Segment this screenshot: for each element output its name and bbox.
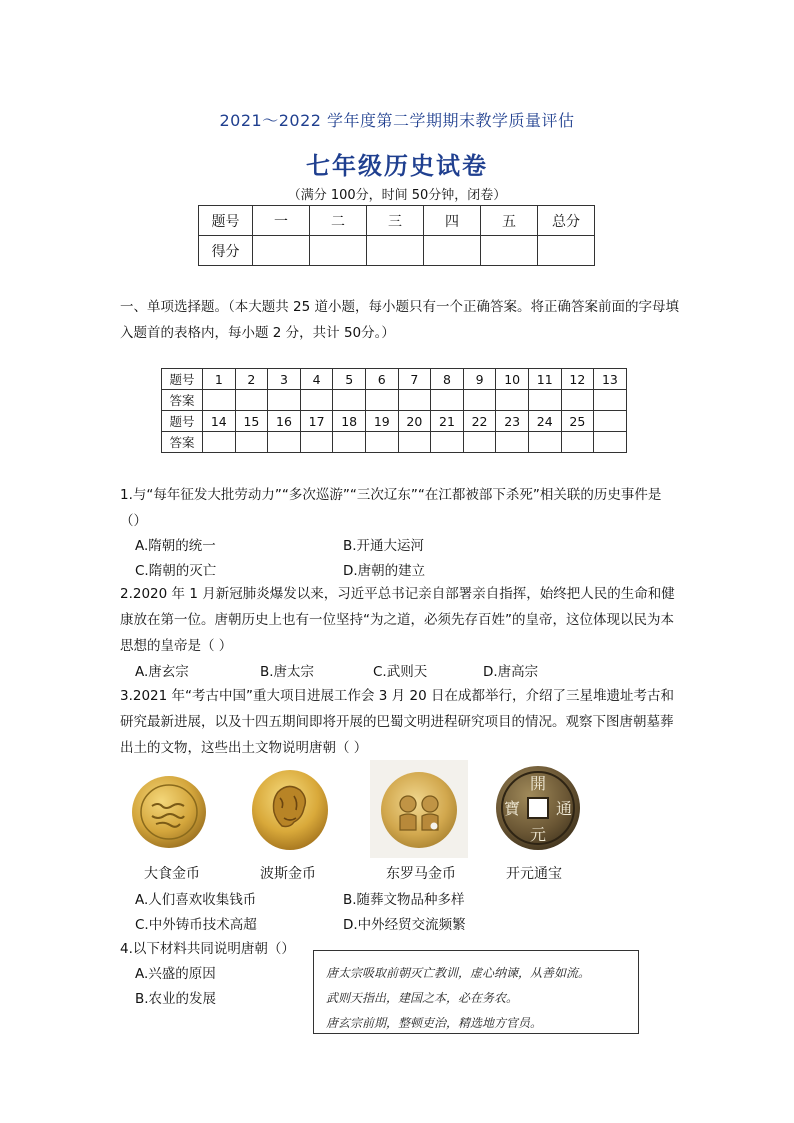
kaiyuan-tongbao-coin-image: [494, 764, 582, 852]
byzantine-gold-coin-image: [370, 760, 468, 858]
dashi-gold-coin-image: [130, 772, 208, 850]
answer-cell[interactable]: [528, 390, 561, 411]
answer-table-number-row: [162, 411, 627, 432]
question-number-cell: 11: [528, 369, 561, 390]
score-cell[interactable]: [481, 236, 538, 266]
answer-cell[interactable]: [235, 390, 268, 411]
score-cell[interactable]: [367, 236, 424, 266]
answer-table-answer-row: [162, 432, 627, 453]
coin-char-left: 寶: [503, 799, 521, 818]
answer-cell[interactable]: [561, 432, 594, 453]
score-table: [198, 205, 595, 266]
answer-cell[interactable]: [203, 390, 236, 411]
question-1-option-d[interactable]: D.唐朝的建立: [343, 563, 426, 579]
answer-cell[interactable]: [431, 390, 464, 411]
answer-cell[interactable]: [431, 432, 464, 453]
question-number-cell: 20: [398, 411, 431, 432]
material-quote-line: 唐玄宗前期，整顿吏治，精选地方官员。: [326, 1016, 543, 1030]
answer-table-answer-row: [162, 390, 627, 411]
section-intro: 一、单项选择题。（本大题共 25 道小题，每小题只有一个正确答案。将正确答案前面的字母填入题首的表格内，每小题 2 分，共计 50分。）: [120, 299, 680, 341]
answer-cell[interactable]: [561, 390, 594, 411]
question-number-cell: 8: [431, 369, 464, 390]
score-header-cell: 四: [424, 206, 481, 236]
question-number-cell: 24: [528, 411, 561, 432]
answer-cell[interactable]: [594, 390, 627, 411]
score-table-header-row: [199, 206, 595, 236]
question-number-cell: 21: [431, 411, 464, 432]
question-number-cell: 9: [463, 369, 496, 390]
coin-char-bottom: 元: [529, 825, 547, 844]
question-number-cell: 12: [561, 369, 594, 390]
question-number-cell: 17: [300, 411, 333, 432]
answer-row-label: 答案: [162, 432, 203, 453]
score-cell[interactable]: [253, 236, 310, 266]
question-2-stem: 2.2020 年 1 月新冠肺炎爆发以来，习近平总书记亲自部署亲自指挥，始终把人民的生命和健康放在第一位。唐朝历史上也有一位坚持“为之道，必须先存百姓”的皇帝，这位体现以民为本思想的皇帝是（ ）: [120, 586, 675, 654]
answer-cell[interactable]: [528, 432, 561, 453]
question-number-cell: 10: [496, 369, 529, 390]
score-row-label: 得分: [199, 236, 253, 266]
coin-label-dashi: 大食金币: [144, 866, 200, 882]
question-4-stem: 4.以下材料共同说明唐朝（）: [120, 941, 295, 957]
question-1-option-c[interactable]: C.隋朝的灭亡: [135, 563, 217, 579]
persian-gold-coin-image: [250, 768, 330, 852]
question-number-cell: 1: [203, 369, 236, 390]
coin-char-top: 開: [529, 774, 547, 793]
material-quote-line: 武则天指出，建国之本，必在务农。: [326, 991, 519, 1005]
question-2-option-d[interactable]: D.唐高宗: [483, 664, 539, 680]
answer-cell[interactable]: [496, 390, 529, 411]
answer-cell[interactable]: [300, 390, 333, 411]
score-header-cell: 三: [367, 206, 424, 236]
question-number-cell: 7: [398, 369, 431, 390]
material-quote-line: 唐太宗吸取前朝灭亡教训，虚心纳谏，从善如流。: [326, 966, 591, 980]
page-title: 七年级历史试卷: [306, 152, 488, 180]
answer-cell[interactable]: [463, 432, 496, 453]
question-3-stem: 3.2021 年“考古中国”重大项目进展工作会 3 月 20 日在成都举行，介绍了三星堆遗址考古和研究最新进展，以及十四五期间即将开展的巴蜀文明进程研究项目的情况。观察下图唐朝墓葬出土的文物，这些出土文物说明唐朝（ ）: [120, 688, 674, 756]
question-3-option-c[interactable]: C.中外铸币技术高超: [135, 917, 257, 933]
question-1-stem: 1.与“每年征发大批劳动力”“多次巡游”“三次辽东”“在江都被部下杀死”相关联的历史事件是（）: [120, 487, 662, 529]
material-quote-box: [313, 950, 639, 1034]
answer-cell[interactable]: [365, 432, 398, 453]
question-number-cell: 15: [235, 411, 268, 432]
score-cell[interactable]: [310, 236, 367, 266]
question-number-cell: 25: [561, 411, 594, 432]
answer-cell[interactable]: [463, 390, 496, 411]
question-4-option-b[interactable]: B.农业的发展: [135, 991, 217, 1007]
question-number-cell: 18: [333, 411, 366, 432]
answer-cell[interactable]: [333, 432, 366, 453]
question-1-option-a[interactable]: A.隋朝的统一: [135, 538, 216, 554]
coin-char-right: 通: [555, 799, 573, 818]
answer-table-number-row: [162, 369, 627, 390]
question-number-label: 题号: [162, 411, 203, 432]
score-table-score-row: [199, 236, 595, 266]
question-number-cell: 19: [365, 411, 398, 432]
question-4-option-a[interactable]: A.兴盛的原因: [135, 966, 216, 982]
score-cell[interactable]: [538, 236, 595, 266]
answer-cell[interactable]: [300, 432, 333, 453]
coin-label-kaiyuan: 开元通宝: [506, 866, 562, 882]
question-number-cell: 16: [268, 411, 301, 432]
score-header-cell: 二: [310, 206, 367, 236]
question-number-cell: 2: [235, 369, 268, 390]
exam-period: 2021～2022 学年度第二学期期末教学质量评估: [219, 111, 575, 130]
question-2-option-a[interactable]: A.唐玄宗: [135, 664, 189, 680]
coin-label-persia: 波斯金币: [260, 866, 316, 882]
score-header-cell: 五: [481, 206, 538, 236]
question-3-option-a[interactable]: A.人们喜欢收集钱币: [135, 892, 257, 908]
score-header-cell: 一: [253, 206, 310, 236]
question-number-cell: 14: [203, 411, 236, 432]
score-header-cell: 题号: [199, 206, 253, 236]
coin-label-byzantine: 东罗马金币: [386, 866, 456, 882]
question-number-cell: 13: [594, 369, 627, 390]
question-number-cell: [594, 411, 627, 432]
answer-cell[interactable]: [594, 432, 627, 453]
answer-cell[interactable]: [496, 432, 529, 453]
question-number-cell: 4: [300, 369, 333, 390]
answer-cell[interactable]: [398, 432, 431, 453]
question-number-cell: 3: [268, 369, 301, 390]
answer-table: [161, 368, 627, 453]
question-2-option-c[interactable]: C.武则天: [373, 664, 428, 680]
question-3-option-b[interactable]: B.随葬文物品种多样: [343, 892, 465, 908]
question-number-cell: 22: [463, 411, 496, 432]
score-cell[interactable]: [424, 236, 481, 266]
answer-row-label: 答案: [162, 390, 203, 411]
answer-cell[interactable]: [268, 432, 301, 453]
score-header-cell: 总分: [538, 206, 595, 236]
question-number-label: 题号: [162, 369, 203, 390]
exam-note: （满分 100分，时间 50分钟，闭卷）: [287, 188, 507, 203]
answer-cell[interactable]: [203, 432, 236, 453]
question-number-cell: 23: [496, 411, 529, 432]
question-3-option-d[interactable]: D.中外经贸交流频繁: [343, 917, 466, 933]
question-2-option-b[interactable]: B.唐太宗: [260, 664, 315, 680]
answer-cell[interactable]: [268, 390, 301, 411]
answer-cell[interactable]: [365, 390, 398, 411]
answer-cell[interactable]: [398, 390, 431, 411]
question-number-cell: 6: [365, 369, 398, 390]
answer-cell[interactable]: [333, 390, 366, 411]
answer-cell[interactable]: [235, 432, 268, 453]
question-1-option-b[interactable]: B.开通大运河: [343, 538, 425, 554]
question-number-cell: 5: [333, 369, 366, 390]
